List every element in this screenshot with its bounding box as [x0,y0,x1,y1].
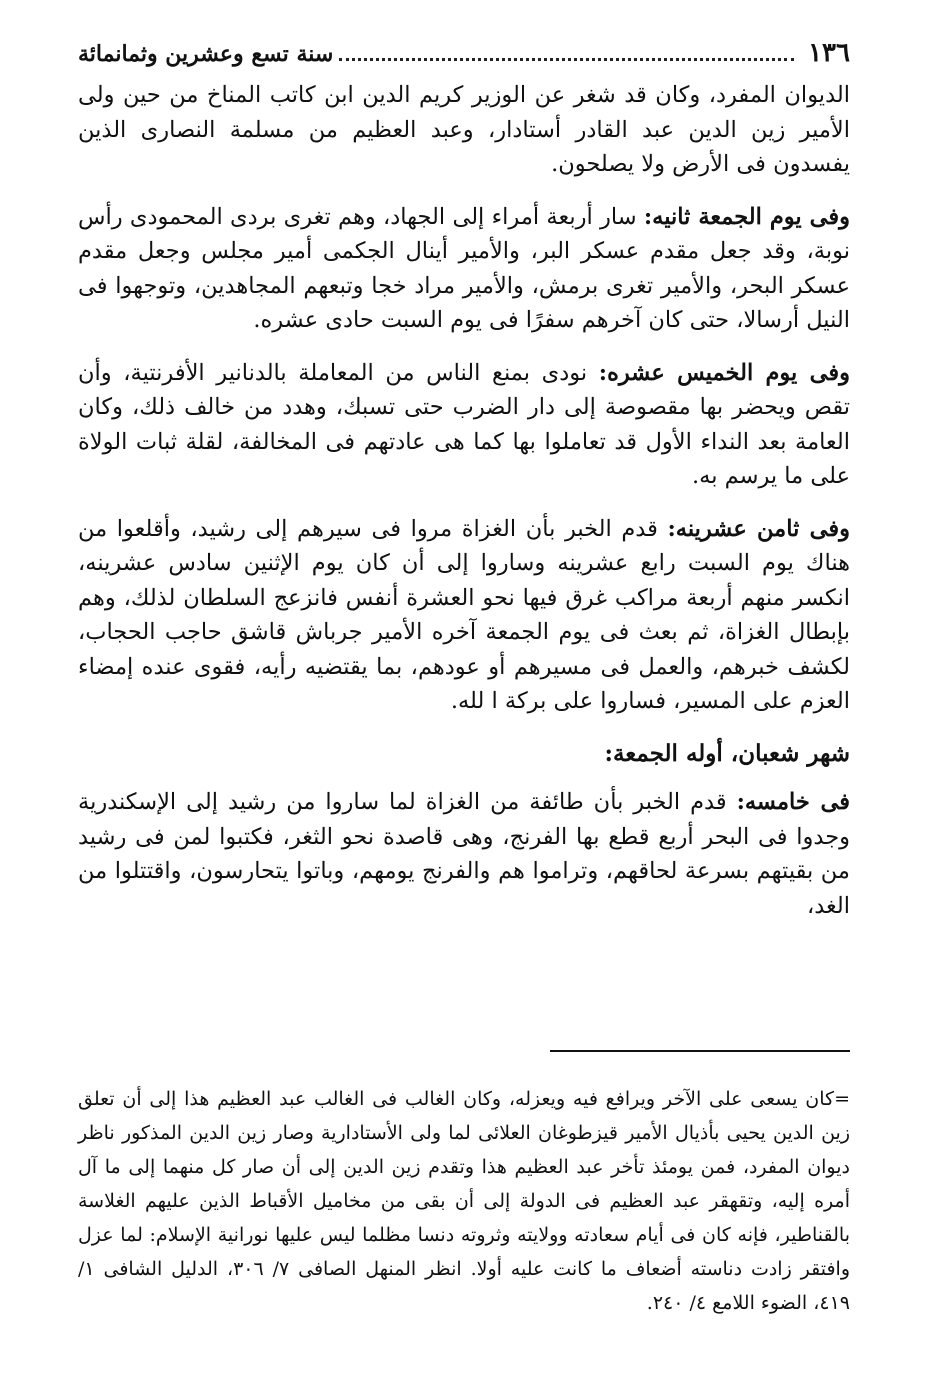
paragraph-lead: وفى يوم الجمعة ثانيه: [643,203,850,230]
paragraph-text: نودى بمنع الناس من المعاملة بالدنانير الأفرنتية، وأن تقص ويحضر بها مقصوصة إلى دار الضرب حتى تسبك، وهدد من خالف ذلك، وكان العامة بعد النداء الأول قد تعاملوا بها كما هى عادتهم فى المخالفة، لقلة ثبات الولاة على ما يرسم به. [78,359,850,489]
paragraph [78,512,850,719]
paragraph-lead: فى خامسه: [736,789,850,815]
footnote [78,1082,850,1320]
paragraph [78,78,850,182]
book-page [78,38,850,1338]
header-dot-leader [339,48,794,61]
paragraph-text: قدم الخبر بأن الغزاة مروا فى سيرهم إلى رشيد، وأقلعوا من هناك يوم السبت رابع عشرينه وساروا إلى أن كان يوم الإثنين سادس عشرينه، انكسر منهم أربعة مراكب غرق فيها نحو العشرة أنفس فانزعج السلطان لذلك، وهم بإبطال الغزاة، ثم بعث فى يوم الجمعة آخره الأمير جرباش قاشق حاجب الحجاب، لكشف خبرهم، والعمل فى مسيرهم أو عودهم، بما يقتضيه رأيه، فقوى عنده إمضاء العزم على المسير، فساروا على بركة ا لله. [78,515,850,714]
paragraph-text: الديوان المفرد، وكان قد شغر عن الوزير كريم الدين ابن كاتب المناخ من حين ولى الأمير زين الدين عبد القادر أستادار، وعبد العظيم من مسلمة النصارى الذين يفسدون فى الأرض ولا يصلحون. [78,82,850,177]
paragraph [78,785,850,923]
paragraph [78,356,850,494]
paragraph-lead: وفى يوم الخميس عشره: [598,359,850,386]
page-number: ١٣٦ [808,38,850,68]
month-heading: شهر شعبان، أوله الجمعة: [604,739,850,767]
footnote-text: =كان يسعى على الآخر ويرافع فيه ويعزله، وكان الغالب فى الغالب عبد العظيم هذا إلى أن تعلق زين الدين يحيى بأذيال الأمير قيزطوغان العلائى لما ولى الأستادارية وصار زين الدين المذكور ناظر ديوان المفرد، فمن يومئذ تأخر عبد العظيم هذا وتقدم زين الدين إلى أن صار كل منهما إلى ما آل أمره إليه، وتقهقر عبد العظيم فى الدولة إلى أن بقى من مخاميل الأقباط الذين عليهم الغلاسة بالقناطير، فإنه كان فى أيام سعادته وولايته وثروته دنسا مظلما ليس عليها نورانية الإسلام: لما عزل وافتقر زادت دناسته أضعاف ما كانت عليه أولا. انظر المنهل الصافى ٧/ ٣٠٦، الدليل الشافى ١/ ٤١٩، الضوء اللامع ٤/ ٢٤٠. [78,1088,850,1314]
running-head [78,38,850,78]
paragraph-text: سار أربعة أمراء إلى الجهاد، وهم تغرى بردى المحمودى رأس نوبة، وقد جعل مقدم عسكر البر، والأمير أينال الجكمى أمير مجلس وجعل مقدم عسكر البحر، والأمير تغرى برمش، والأمير مراد خجا وتبعهم المجاهدين، وتوجهوا فى النيل أرسالا، حتى كان آخرهم سفرًا فى يوم السبت حادى عشره. [78,203,850,333]
footnote-separator [550,1050,850,1052]
paragraph-text: قدم الخبر بأن طائفة من الغزاة لما ساروا من رشيد إلى الإسكندرية وجدوا فى البحر أربع قطع بها الفرنج، وهى قاصدة نحو الثغر، فكتبوا لمن فى رشيد من بقيتهم بسرعة لحاقهم، وتراموا هم والفرنج يومهم، وباتوا يتحارسون، واقتتلوا من الغد، [78,789,850,919]
paragraph-lead: وفى ثامن عشرينه: [667,515,850,542]
paragraph [78,200,850,338]
main-text [78,78,850,923]
running-title: سنة تسع وعشرين وثمانمائة [78,41,334,67]
